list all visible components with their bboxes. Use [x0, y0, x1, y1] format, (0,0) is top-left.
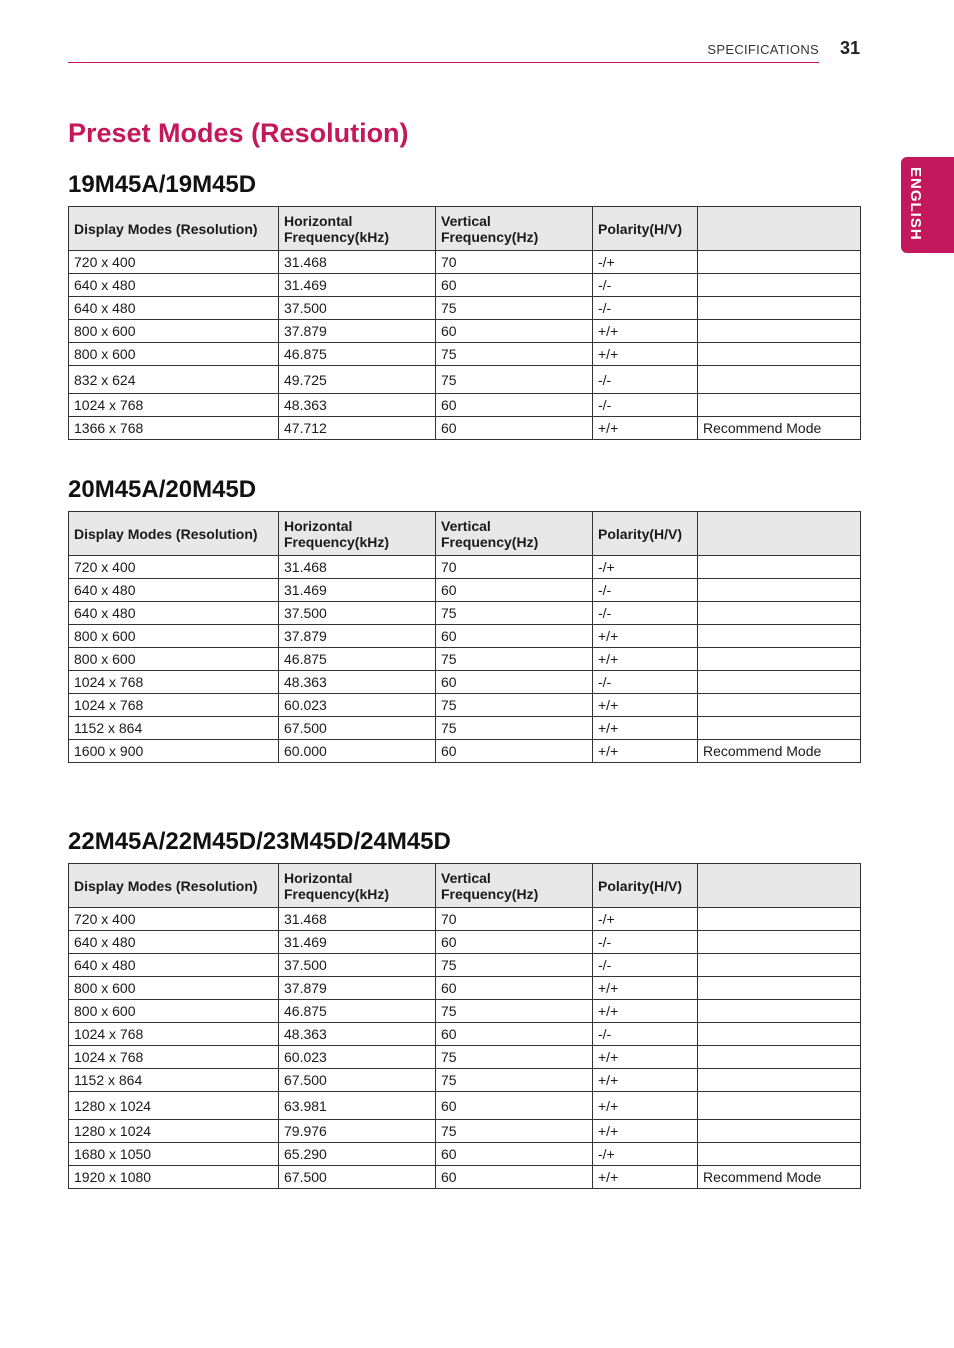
table-cell: 46.875 — [279, 1000, 436, 1023]
table-cell: 48.363 — [279, 1023, 436, 1046]
table-cell: 1024 x 768 — [69, 694, 279, 717]
table-cell — [698, 1046, 861, 1069]
page-title: Preset Modes (Resolution) — [68, 118, 409, 148]
table-row — [69, 251, 861, 274]
table-cell: -/- — [593, 602, 698, 625]
column-header: Horizontal Frequency(kHz) — [279, 864, 436, 908]
table-header-row — [69, 512, 861, 556]
table-row — [69, 671, 861, 694]
column-header: Display Modes (Resolution) — [69, 512, 279, 556]
table-cell: +/+ — [593, 1092, 698, 1120]
table-row — [69, 366, 861, 394]
table-row — [69, 1143, 861, 1166]
table-row — [69, 717, 861, 740]
column-header — [698, 864, 861, 908]
table-cell: Recommend Mode — [698, 1166, 861, 1189]
table-cell: 48.363 — [279, 394, 436, 417]
table-cell: 1366 x 768 — [69, 417, 279, 440]
table-cell: 60 — [436, 977, 593, 1000]
table-cell: 31.469 — [279, 274, 436, 297]
table-cell — [698, 931, 861, 954]
table-cell: 79.976 — [279, 1120, 436, 1143]
table-cell: 1024 x 768 — [69, 394, 279, 417]
table-cell — [698, 954, 861, 977]
table-cell: +/+ — [593, 1069, 698, 1092]
table-cell — [698, 694, 861, 717]
table-cell: 720 x 400 — [69, 908, 279, 931]
table-cell: 720 x 400 — [69, 251, 279, 274]
table-cell: 1152 x 864 — [69, 1069, 279, 1092]
table-cell: 1680 x 1050 — [69, 1143, 279, 1166]
table-cell: -/- — [593, 579, 698, 602]
table-cell: -/- — [593, 671, 698, 694]
table-cell — [698, 297, 861, 320]
table-cell: 640 x 480 — [69, 931, 279, 954]
model-title-22m45: 22M45A/22M45D/23M45D/24M45D — [68, 828, 451, 855]
table-cell: 63.981 — [279, 1092, 436, 1120]
table-cell: 1152 x 864 — [69, 717, 279, 740]
table-cell: 70 — [436, 251, 593, 274]
table-row — [69, 1046, 861, 1069]
table-row — [69, 297, 861, 320]
table-cell: +/+ — [593, 694, 698, 717]
table-cell: 1024 x 768 — [69, 671, 279, 694]
table-cell: 37.879 — [279, 977, 436, 1000]
table-cell: +/+ — [593, 625, 698, 648]
column-header: Horizontal Frequency(kHz) — [279, 207, 436, 251]
table-cell: 31.468 — [279, 251, 436, 274]
table-row — [69, 1000, 861, 1023]
table-cell: 720 x 400 — [69, 556, 279, 579]
table-row — [69, 1023, 861, 1046]
table-row — [69, 579, 861, 602]
table-row — [69, 394, 861, 417]
table-cell: -/- — [593, 954, 698, 977]
column-header: Display Modes (Resolution) — [69, 864, 279, 908]
table-cell: 31.469 — [279, 579, 436, 602]
table-cell: 800 x 600 — [69, 1000, 279, 1023]
column-header: Horizontal Frequency(kHz) — [279, 512, 436, 556]
preset-modes-table-20m45 — [68, 511, 861, 763]
table-cell: -/- — [593, 274, 698, 297]
column-header: Vertical Frequency(Hz) — [436, 512, 593, 556]
table-cell: 67.500 — [279, 717, 436, 740]
table-cell: 60.023 — [279, 694, 436, 717]
column-header — [698, 207, 861, 251]
table-cell: 60.023 — [279, 1046, 436, 1069]
table-cell: 1920 x 1080 — [69, 1166, 279, 1189]
table-cell: +/+ — [593, 343, 698, 366]
table-cell: 800 x 600 — [69, 977, 279, 1000]
table-cell: 1024 x 768 — [69, 1023, 279, 1046]
table-cell: 640 x 480 — [69, 602, 279, 625]
table-cell: 46.875 — [279, 648, 436, 671]
table-header-row — [69, 864, 861, 908]
table-cell: 49.725 — [279, 366, 436, 394]
table-cell: 75 — [436, 1069, 593, 1092]
table-cell: 60 — [436, 625, 593, 648]
table-cell: 47.712 — [279, 417, 436, 440]
table-cell: -/- — [593, 366, 698, 394]
table-row — [69, 740, 861, 763]
table-cell: 70 — [436, 556, 593, 579]
table-cell: 832 x 624 — [69, 366, 279, 394]
page-header — [68, 36, 819, 63]
table-cell: 1600 x 900 — [69, 740, 279, 763]
table-cell: 60 — [436, 1092, 593, 1120]
table-row — [69, 694, 861, 717]
table-cell: 60 — [436, 740, 593, 763]
table-cell: 60 — [436, 579, 593, 602]
table-cell: 640 x 480 — [69, 297, 279, 320]
table-cell: 60 — [436, 1143, 593, 1166]
table-cell: 75 — [436, 717, 593, 740]
table-cell: 800 x 600 — [69, 320, 279, 343]
table-row — [69, 274, 861, 297]
table-cell: 75 — [436, 602, 593, 625]
table-cell: 800 x 600 — [69, 625, 279, 648]
table-cell: +/+ — [593, 1000, 698, 1023]
table-cell: +/+ — [593, 417, 698, 440]
table-cell: 75 — [436, 1120, 593, 1143]
table-cell: 65.290 — [279, 1143, 436, 1166]
table-cell: 37.500 — [279, 297, 436, 320]
table-cell — [698, 977, 861, 1000]
page-number: 31 — [840, 38, 861, 58]
table-cell: 60 — [436, 671, 593, 694]
table-cell — [698, 556, 861, 579]
table-row — [69, 602, 861, 625]
table-cell: 75 — [436, 366, 593, 394]
table-cell: -/+ — [593, 908, 698, 931]
model-title-20m45: 20M45A/20M45D — [68, 476, 257, 503]
table-cell: 67.500 — [279, 1166, 436, 1189]
table-cell: 37.879 — [279, 320, 436, 343]
table-row — [69, 954, 861, 977]
table-cell: 31.469 — [279, 931, 436, 954]
table-cell — [698, 343, 861, 366]
table-cell — [698, 394, 861, 417]
column-header: Vertical Frequency(Hz) — [436, 864, 593, 908]
table-cell: 75 — [436, 648, 593, 671]
column-header: Polarity(H/V) — [593, 207, 698, 251]
table-row — [69, 931, 861, 954]
table-cell: +/+ — [593, 1046, 698, 1069]
column-header: Display Modes (Resolution) — [69, 207, 279, 251]
table-cell: 640 x 480 — [69, 954, 279, 977]
table-row — [69, 625, 861, 648]
table-cell: 1280 x 1024 — [69, 1120, 279, 1143]
table-row — [69, 648, 861, 671]
table-cell: 67.500 — [279, 1069, 436, 1092]
column-header: Polarity(H/V) — [593, 864, 698, 908]
table-cell: 800 x 600 — [69, 648, 279, 671]
table-cell — [698, 366, 861, 394]
table-cell — [698, 908, 861, 931]
table-cell: 31.468 — [279, 908, 436, 931]
table-header-row — [69, 207, 861, 251]
table-cell — [698, 1069, 861, 1092]
table-cell: +/+ — [593, 648, 698, 671]
table-cell: -/+ — [593, 251, 698, 274]
table-cell: -/+ — [593, 1143, 698, 1166]
table-cell: +/+ — [593, 740, 698, 763]
preset-modes-table-19m45 — [68, 206, 861, 440]
table-row — [69, 343, 861, 366]
table-cell: 60 — [436, 320, 593, 343]
table-cell: 60 — [436, 394, 593, 417]
table-cell: 1280 x 1024 — [69, 1092, 279, 1120]
table-row — [69, 1092, 861, 1120]
table-cell: 640 x 480 — [69, 274, 279, 297]
table-cell — [698, 251, 861, 274]
table-cell: 60 — [436, 1166, 593, 1189]
table-cell — [698, 602, 861, 625]
table-cell: 60 — [436, 417, 593, 440]
table-row — [69, 977, 861, 1000]
table-cell: -/- — [593, 297, 698, 320]
table-cell: 37.500 — [279, 602, 436, 625]
table-cell: 60 — [436, 274, 593, 297]
table-cell: 75 — [436, 297, 593, 320]
section-label: SPECIFICATIONS — [707, 42, 819, 57]
table-cell: Recommend Mode — [698, 740, 861, 763]
table-cell — [698, 1143, 861, 1166]
table-row — [69, 556, 861, 579]
table-cell: -/+ — [593, 556, 698, 579]
table-cell: 60 — [436, 1023, 593, 1046]
table-row — [69, 417, 861, 440]
table-cell — [698, 671, 861, 694]
table-cell: 75 — [436, 343, 593, 366]
table-cell: -/- — [593, 394, 698, 417]
table-cell — [698, 1120, 861, 1143]
table-cell — [698, 579, 861, 602]
table-cell — [698, 717, 861, 740]
table-cell: 60 — [436, 931, 593, 954]
table-cell: -/- — [593, 931, 698, 954]
table-cell: 640 x 480 — [69, 579, 279, 602]
table-cell: +/+ — [593, 977, 698, 1000]
table-cell — [698, 1023, 861, 1046]
table-cell: 37.879 — [279, 625, 436, 648]
table-cell: 37.500 — [279, 954, 436, 977]
table-cell — [698, 625, 861, 648]
table-cell — [698, 1092, 861, 1120]
table-cell: 800 x 600 — [69, 343, 279, 366]
table-cell: 46.875 — [279, 343, 436, 366]
table-cell: Recommend Mode — [698, 417, 861, 440]
table-cell — [698, 274, 861, 297]
table-row — [69, 1166, 861, 1189]
table-row — [69, 908, 861, 931]
table-cell: 31.468 — [279, 556, 436, 579]
preset-modes-table-22m45 — [68, 863, 861, 1189]
table-cell: 60.000 — [279, 740, 436, 763]
table-cell: +/+ — [593, 320, 698, 343]
table-cell: +/+ — [593, 1166, 698, 1189]
table-cell: 75 — [436, 1000, 593, 1023]
table-cell: 75 — [436, 954, 593, 977]
table-row — [69, 1069, 861, 1092]
table-cell — [698, 320, 861, 343]
language-tab-label: ENGLISH — [907, 167, 924, 241]
table-cell: 48.363 — [279, 671, 436, 694]
table-cell — [698, 648, 861, 671]
table-cell: +/+ — [593, 1120, 698, 1143]
column-header — [698, 512, 861, 556]
table-cell: -/- — [593, 1023, 698, 1046]
table-cell: 1024 x 768 — [69, 1046, 279, 1069]
table-cell: +/+ — [593, 717, 698, 740]
column-header: Polarity(H/V) — [593, 512, 698, 556]
column-header: Vertical Frequency(Hz) — [436, 207, 593, 251]
table-row — [69, 320, 861, 343]
table-cell: 70 — [436, 908, 593, 931]
language-tab[interactable] — [901, 157, 954, 253]
table-cell — [698, 1000, 861, 1023]
table-row — [69, 1120, 861, 1143]
table-cell: 75 — [436, 1046, 593, 1069]
model-title-19m45: 19M45A/19M45D — [68, 171, 257, 198]
table-cell: 75 — [436, 694, 593, 717]
